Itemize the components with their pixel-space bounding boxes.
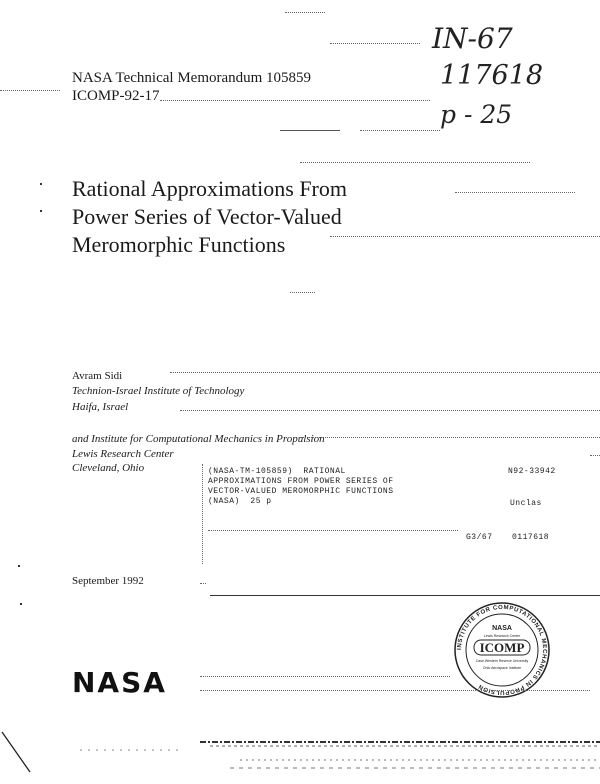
author-location-2: Cleveland, Ohio xyxy=(72,462,145,474)
scan-line xyxy=(290,292,315,293)
title-line-2: Power Series of Vector-Valued xyxy=(72,204,342,229)
stamp-line-2: APPROXIMATIONS FROM POWER SERIES OF xyxy=(208,477,394,486)
scan-line xyxy=(170,372,600,373)
scan-line xyxy=(200,676,450,677)
scan-line xyxy=(200,583,206,584)
rule-line xyxy=(210,595,600,596)
scan-noise-graphic xyxy=(0,712,600,779)
icomp-seal xyxy=(452,600,552,700)
scan-line xyxy=(330,236,600,237)
seal-sub-1: Lewis Research Center xyxy=(483,634,521,638)
scan-dot xyxy=(20,603,22,605)
scan-line xyxy=(330,43,420,44)
scan-noise xyxy=(0,712,600,779)
seal-ring-text: INSTITUTE FOR COMPUTATIONAL MECHANICS IN PROPULSION xyxy=(456,604,548,696)
publication-date: September 1992 xyxy=(72,575,144,587)
author-affiliation-1: Technion-Israel Institute of Technology xyxy=(72,385,245,397)
scan-line xyxy=(0,90,60,91)
author-location-1: Haifa, Israel xyxy=(72,401,129,413)
author-affiliation-3: Lewis Research Center xyxy=(72,448,174,460)
seal-graphic xyxy=(452,600,552,700)
scan-dot xyxy=(40,183,42,185)
handwritten-accession: 117618 xyxy=(440,60,544,91)
scan-line xyxy=(180,410,600,411)
stamp-number: N92-33942 xyxy=(508,467,556,476)
scan-line xyxy=(360,130,440,131)
scan-line xyxy=(300,437,600,438)
stamp-line-1: (NASA-TM-105859) RATIONAL xyxy=(208,467,346,476)
scan-line xyxy=(208,530,458,531)
seal-sub-3: Ohio Aerospace Institute xyxy=(482,666,522,670)
scan-mark xyxy=(285,12,325,13)
report-series: NASA Technical Memorandum 105859 xyxy=(72,70,312,86)
handwritten-category: IN-67 xyxy=(432,22,513,55)
scan-line xyxy=(455,192,575,193)
stamp-id: 0117618 xyxy=(512,533,550,542)
seal-name: ICOMP xyxy=(479,640,525,655)
stamp-status: Unclas xyxy=(510,499,542,508)
seal-nasa: NASA xyxy=(492,625,512,632)
title-line-3: Meromorphic Functions xyxy=(72,232,286,257)
author-name: Avram Sidi xyxy=(72,370,123,382)
handwritten-pages: p - 25 xyxy=(440,100,513,129)
report-icomp-number: ICOMP-92-17 xyxy=(72,88,160,104)
scan-line xyxy=(590,455,600,456)
scan-line xyxy=(200,690,590,691)
scan-line xyxy=(160,100,430,101)
title-line-1: Rational Approximations From xyxy=(72,176,347,201)
scan-dot xyxy=(40,210,42,212)
stamp-code: G3/67 xyxy=(466,533,493,542)
scan-line xyxy=(202,464,203,564)
seal-sub-2: Case Western Reserve University xyxy=(475,659,529,663)
scan-line xyxy=(300,162,530,163)
stamp-line-4: (NASA) 25 p xyxy=(208,497,272,506)
author-affiliation-2: and Institute for Computational Mechanics in Propulsion xyxy=(72,433,325,445)
nasa-logo: NASA xyxy=(72,666,167,699)
scan-line xyxy=(280,130,340,131)
stamp-line-3: VECTOR-VALUED MEROMORPHIC FUNCTIONS xyxy=(208,487,394,496)
scan-dot xyxy=(18,565,20,567)
